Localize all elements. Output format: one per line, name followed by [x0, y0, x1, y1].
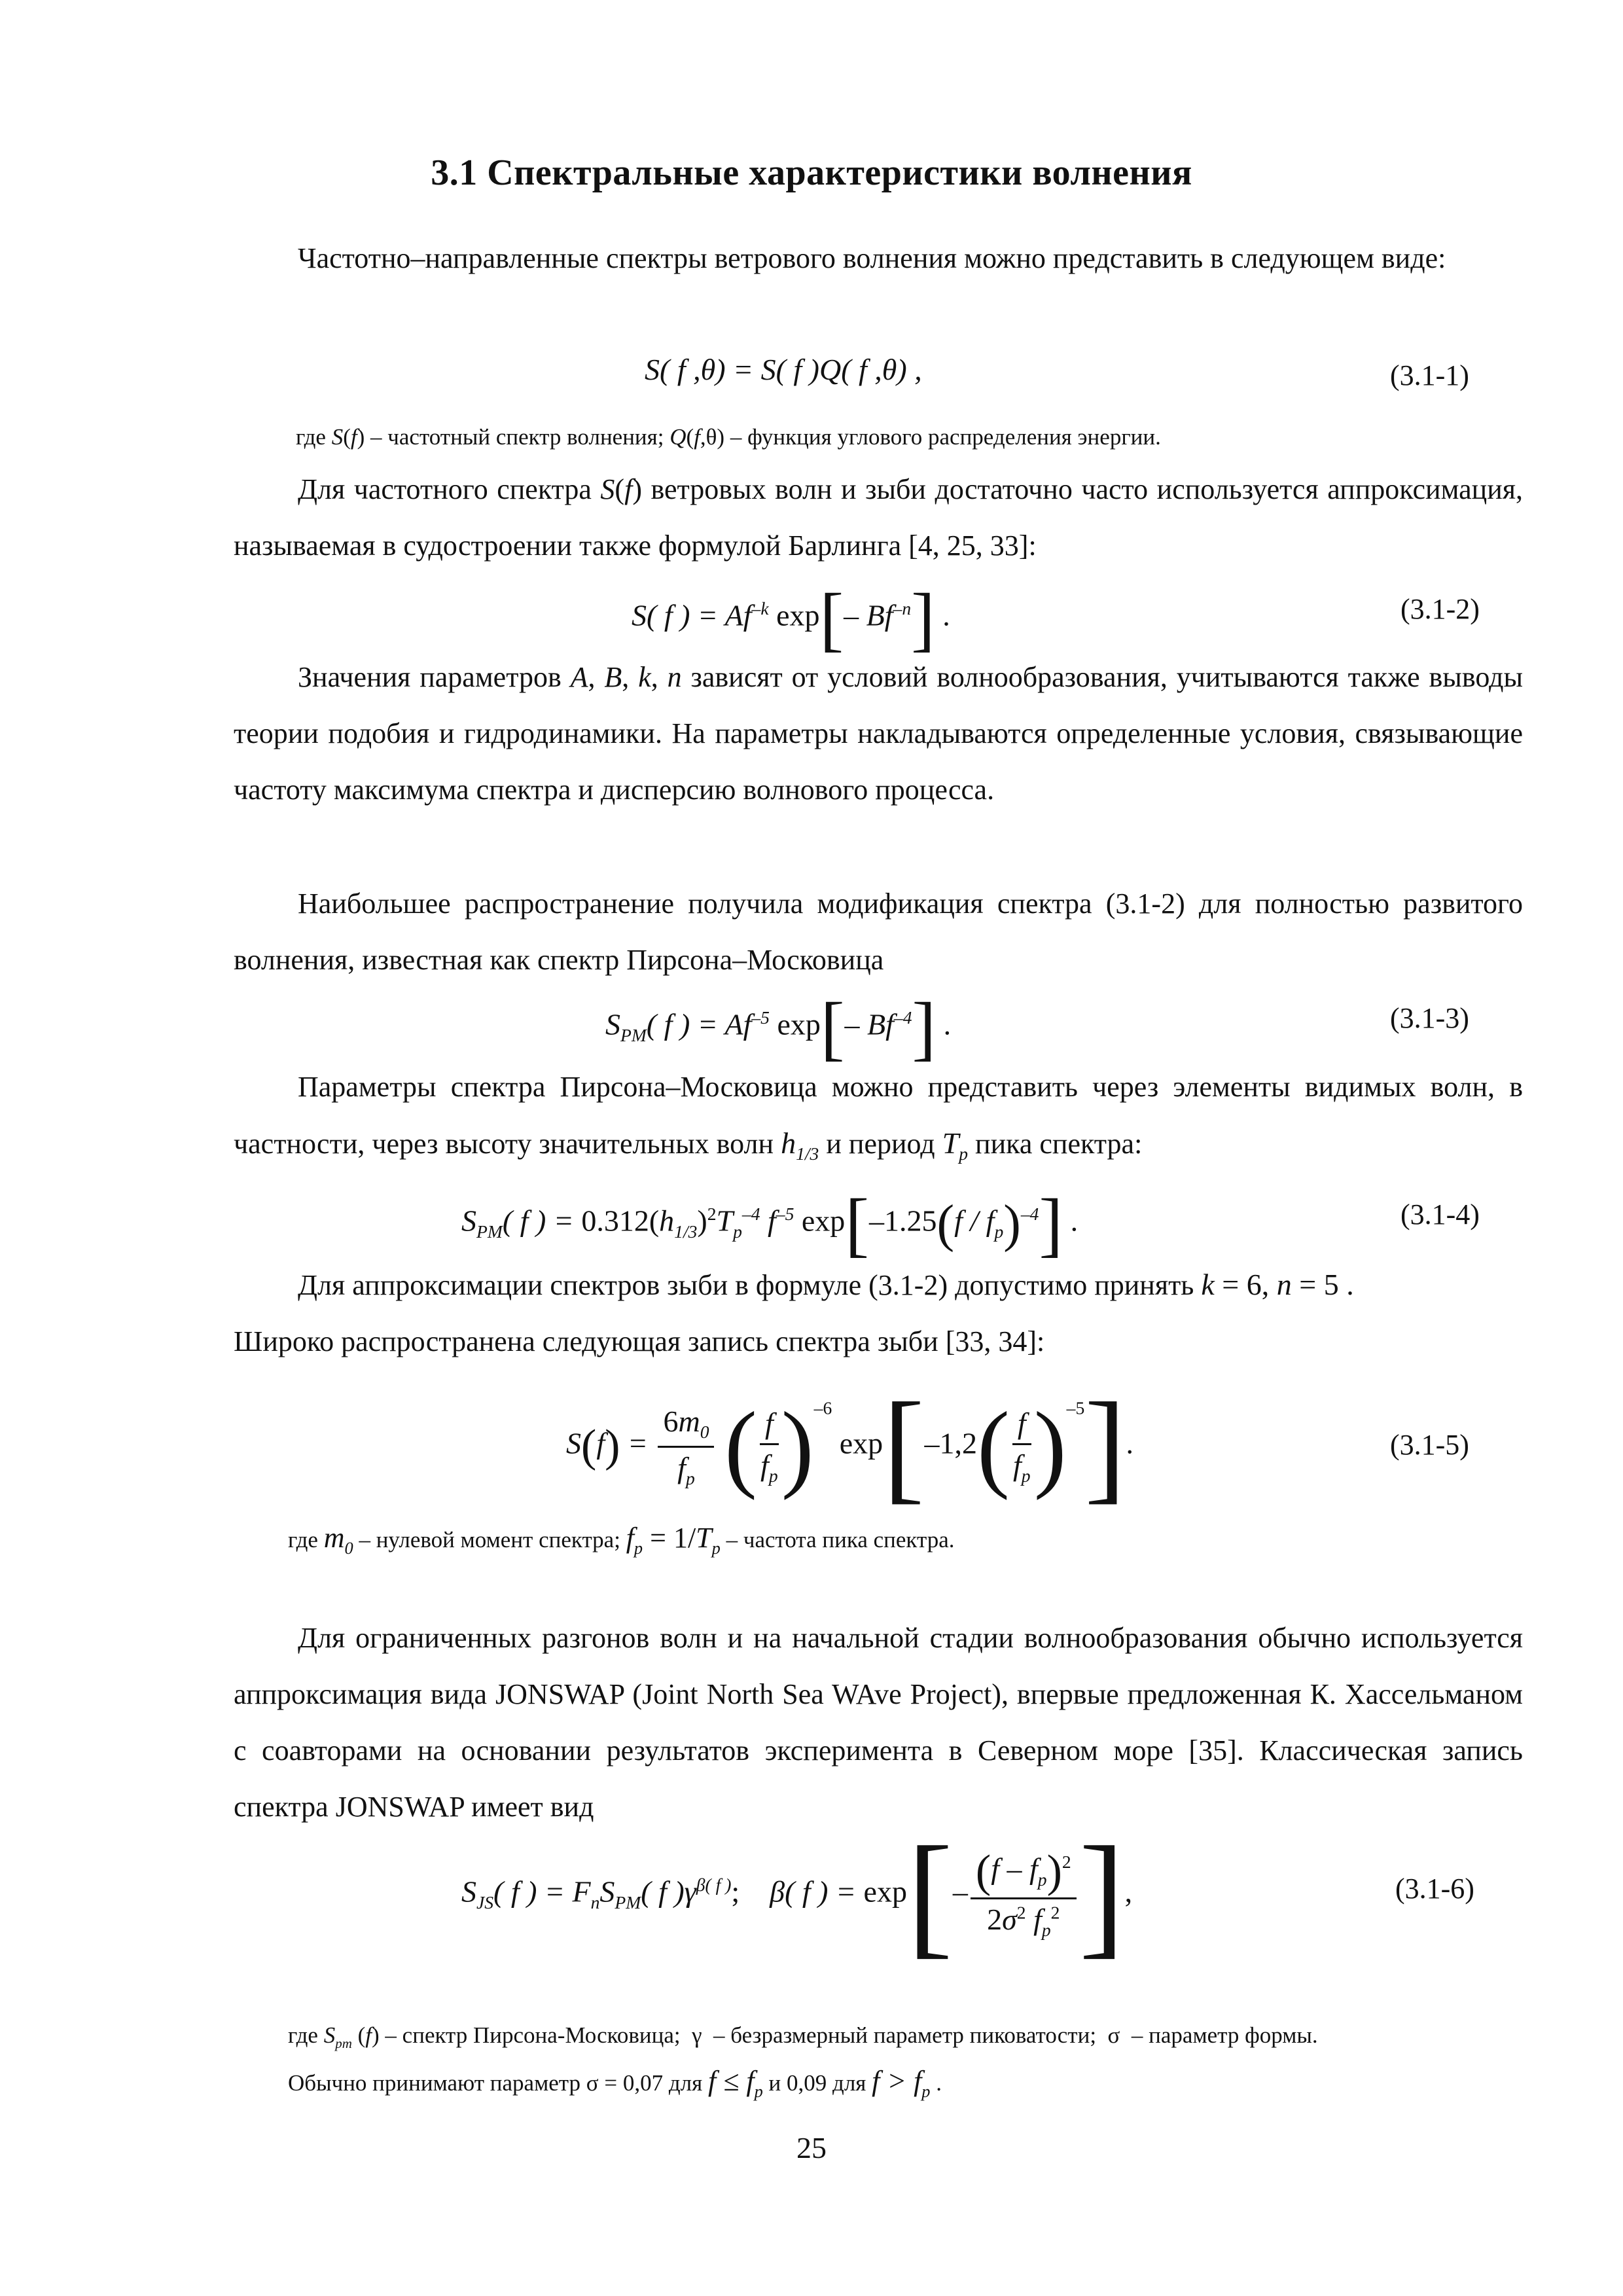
- equation-number-3-1-4: (3.1-4): [1400, 1198, 1480, 1230]
- equation-3-1-3: $S_{PM}$( f ) = $Af^{-5}$ exp[– $Bf^{-4}$] .: [605, 988, 952, 1067]
- section-title: 3.1 Спектральные характеристики волнения: [431, 152, 1192, 193]
- note-1: где S(f) – частотный спектр волнения; Q(f,θ) – функция углового распределения энергии.: [296, 424, 1161, 450]
- equation-3-1-5: S(f) = $\frac{6m_0}{f_p}$ ( $\frac{f}{f_p}$ )$^{-6}$ exp[–1,2( $\frac{f}{f_p}$ )$^{-5}$].: [566, 1378, 1134, 1515]
- equation-number-3-1-2: (3.1-2): [1400, 593, 1480, 625]
- equation-number-3-1-6: (3.1-6): [1395, 1873, 1474, 1905]
- equation-3-1-6: $S_{JS}$( f ) = $F_nS_{PM}$( f )$\gamma^{\beta( f )}$; β( f ) = exp[– $\frac{(f - f_p)^2}{2\sigma^2 f_p^2}$ ],: [461, 1819, 1133, 1971]
- paragraph-6: Для аппроксимации спектров зыби в формуле (3.1-2) допустимо принять k = 6, n = 5 . Широко распространена следующая запись спектра зыби [33, 34]:: [234, 1268, 1354, 1357]
- paragraph-1: Частотно–направленные спектры ветрового волнения можно представить в следующем виде:: [298, 242, 1446, 274]
- paragraph-4: Наибольшее распространение получила модификация спектра (3.1-2) для полностью развитого волнения, известная как спектр Пирсона–Московица: [234, 888, 1523, 976]
- equation-3-1-1: S( f ,θ) = S( f )Q( f ,θ) ,: [645, 353, 922, 386]
- equation-number-3-1-1: (3.1-1): [1390, 359, 1469, 391]
- note-2: где $m_0$ – нулевой момент спектра; $f_p = 1/T_p$ – частота пика спектра.: [288, 1522, 955, 1558]
- paragraph-3: Значения параметров A, B, k, n зависят от условий волнообразования, учитываются также выводы теории подобия и гидродинамики. На параметры накладываются определенные условия, связывающие частоту максимума спектра и дисперсию волнового процесса.: [234, 661, 1524, 806]
- equation-3-1-4: $S_{PM}$( f ) = $0.312(h_{1/3})^2T_p^{-4}$ $f^{-5}$ $\exp[-1.25(f / f_p)^{-4}]$ .: [461, 1184, 1079, 1264]
- paragraph-2: Для частотного спектра S(f) ветровых волн и зыби достаточно часто используется аппроксимация, называемая в судостроении также формулой Барлинга [4, 25, 33]:: [234, 473, 1524, 562]
- equation-number-3-1-5: (3.1-5): [1390, 1429, 1469, 1461]
- note-3: где $S_{pm}$ (f) – спектр Пирсона-Московица; γ – безразмерный параметр пиковатости; σ – параметр формы.: [288, 2022, 1318, 2051]
- page-number: 25: [796, 2131, 827, 2164]
- paragraph-5: Параметры спектра Пирсона–Московица можно представить через элементы видимых волн, в частности, через высоту значительных волн $h_{1/3}$ и период $T_p$ пика спектра:: [234, 1071, 1523, 1164]
- note-4: Обычно принимают параметр σ = 0,07 для $f \le f_p$ и 0,09 для $f > f_p$ .: [288, 2065, 942, 2101]
- equation-3-1-2: S( f ) = $Af^{-k}$ exp[– $Bf^{-n}$] .: [632, 579, 950, 658]
- equation-number-3-1-3: (3.1-3): [1390, 1002, 1469, 1034]
- paragraph-7: Для ограниченных разгонов волн и на начальной стадии волнообразования обычно используется аппроксимация вида JONSWAP (Joint North Sea WAve Project), впервые предложенная К. Хассельманом с соавторами на основании результатов эксперимента в Северном море [35]. Классическая запись спектра JONSWAP имеет вид: [234, 1622, 1523, 1823]
